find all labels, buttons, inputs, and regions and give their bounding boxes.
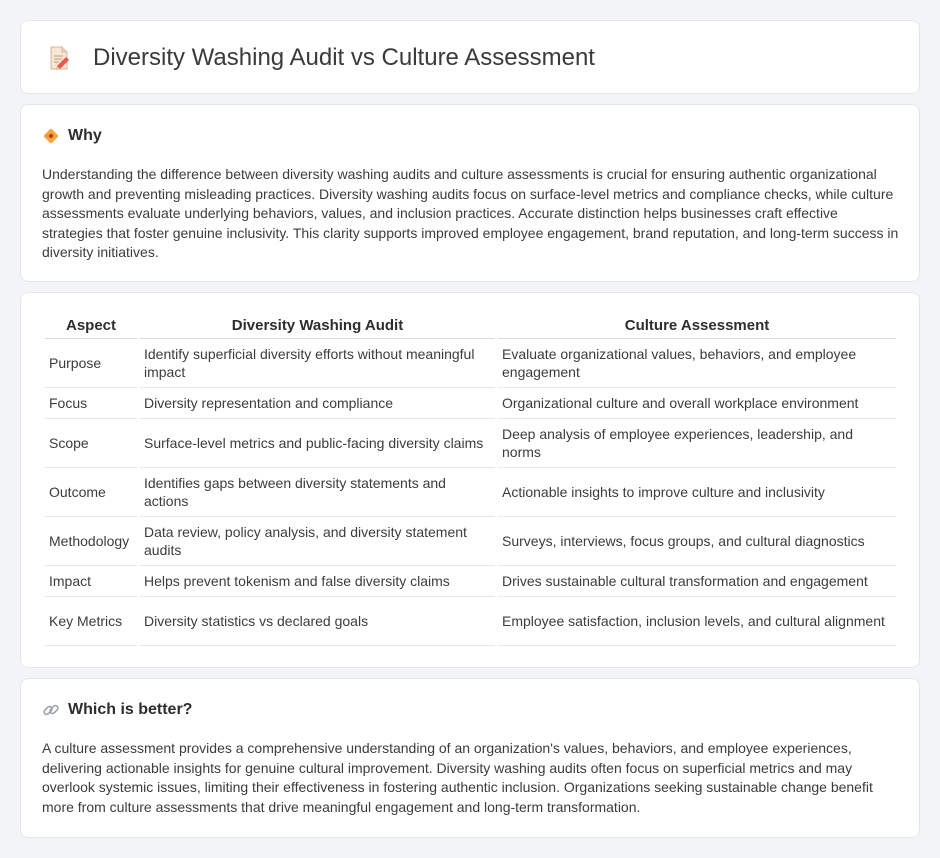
- why-title: Why: [68, 127, 102, 144]
- row-aspect: Focus: [45, 388, 137, 419]
- row-audit-value: Diversity statistics vs declared goals: [140, 597, 495, 646]
- row-aspect: Impact: [45, 566, 137, 597]
- better-title: Which is better?: [68, 701, 193, 718]
- row-audit-value: Identify superficial diversity efforts without meaningful impact: [140, 339, 495, 388]
- table-row: [45, 597, 896, 646]
- table-row: [45, 339, 896, 388]
- header-aspect: Aspect: [45, 313, 137, 339]
- table-row: [45, 517, 896, 566]
- row-assessment-value: Actionable insights to improve culture and inclusivity: [498, 468, 896, 517]
- row-audit-value: Helps prevent tokenism and false diversity claims: [140, 566, 495, 597]
- link-icon: [42, 701, 60, 719]
- row-assessment-value: Surveys, interviews, focus groups, and cultural diagnostics: [498, 517, 896, 566]
- better-heading: [42, 701, 192, 719]
- diamond-icon: [42, 127, 60, 145]
- row-assessment-value: Drives sustainable cultural transformation and engagement: [498, 566, 896, 597]
- header-diversity-washing-audit: Diversity Washing Audit: [140, 313, 495, 339]
- row-assessment-value: Evaluate organizational values, behaviors, and employee engagement: [498, 339, 896, 388]
- better-text: A culture assessment provides a comprehensive understanding of an organization's values, behaviors, and employee experiences, delivering actionable insights for genuine cultural improvement. Diversity washing audits often focus on superficial metrics and may overlook systemic issues, limiting their effectiveness in fostering authentic inclusion. Organizations seeking sustainable change benefit more from culture assessments that drive meaningful engagement and long-term transformation.: [42, 740, 873, 815]
- row-audit-value: Data review, policy analysis, and diversity statement audits: [140, 517, 495, 566]
- row-audit-value: Diversity representation and compliance: [140, 388, 495, 419]
- why-heading: [42, 127, 102, 145]
- table-row: [45, 566, 896, 597]
- why-text: Understanding the difference between diversity washing audits and culture assessments is crucial for ensuring authentic organizational growth and preventing misleading practices. Diversity washing audits focus on surface-level metrics and compliance checks, while culture assessments evaluate underlying behaviors, values, and inclusion practices. Accurate distinction helps businesses craft effective strategies that foster genuine inclusivity. This clarity supports improved employee engagement, brand reputation, and long-term success in diversity initiatives.: [42, 166, 899, 261]
- row-aspect: Purpose: [45, 339, 137, 388]
- comparison-table: [42, 313, 899, 646]
- table-row: [45, 388, 896, 419]
- why-card: [20, 104, 920, 282]
- header-culture-assessment: Culture Assessment: [498, 313, 896, 339]
- row-assessment-value: Deep analysis of employee experiences, leadership, and norms: [498, 419, 896, 468]
- which-is-better-card: [20, 678, 920, 838]
- title-card: [20, 20, 920, 94]
- row-aspect: Methodology: [45, 517, 137, 566]
- table-row: [45, 419, 896, 468]
- comparison-card: [20, 292, 920, 668]
- row-audit-value: Identifies gaps between diversity statements and actions: [140, 468, 495, 517]
- document-pencil-icon: [45, 44, 73, 72]
- row-aspect: Scope: [45, 419, 137, 468]
- row-aspect: Key Metrics: [45, 597, 137, 646]
- table-header-row: [45, 313, 896, 339]
- row-aspect: Outcome: [45, 468, 137, 517]
- row-audit-value: Surface-level metrics and public-facing diversity claims: [140, 419, 495, 468]
- row-assessment-value: Organizational culture and overall workplace environment: [498, 388, 896, 419]
- table-row: [45, 468, 896, 517]
- row-assessment-value: Employee satisfaction, inclusion levels, and cultural alignment: [498, 597, 896, 646]
- page-title: Diversity Washing Audit vs Culture Assessment: [93, 44, 595, 71]
- title-row: [45, 21, 595, 95]
